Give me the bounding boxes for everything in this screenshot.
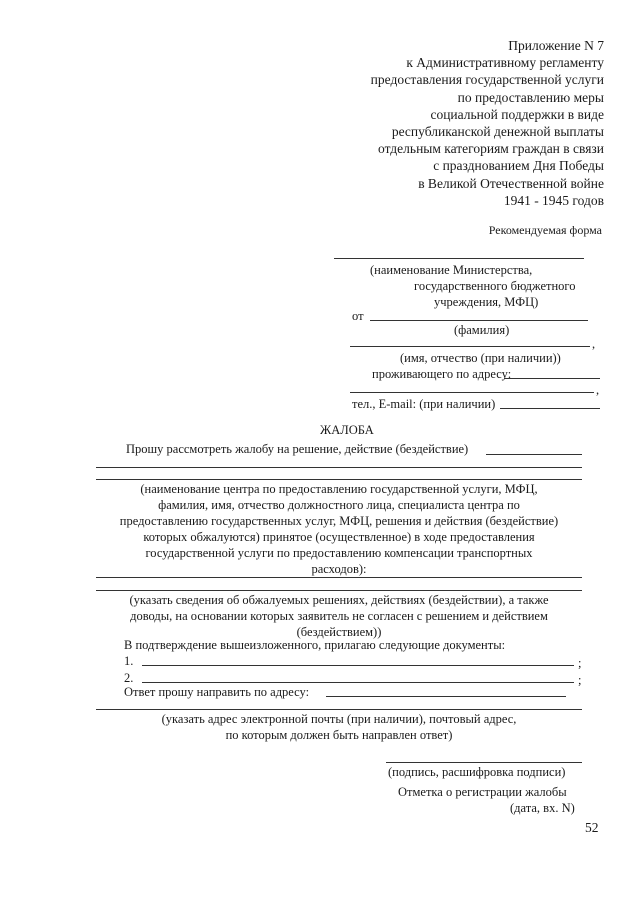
contacts-label: тел., E-mail: (при наличии) bbox=[352, 397, 496, 411]
appendix-line: отдельным категориям граждан в связи bbox=[378, 141, 604, 157]
name-line[interactable] bbox=[350, 346, 590, 347]
page-number: 52 bbox=[585, 820, 599, 835]
details-hint: (указать сведения об обжалуемых решениях, действиях (бездействии), а также доводы, на основании которых заявитель не согласен с решением и действием (бездействием)) bbox=[129, 593, 549, 639]
ministry-hint-1: (наименование Министерства, bbox=[370, 263, 533, 277]
appendix-header bbox=[371, 37, 604, 209]
address-label: проживающего по адресу: bbox=[372, 367, 512, 381]
form-type-label: Рекомендуемая форма bbox=[488, 223, 602, 237]
answer-address-line-2[interactable] bbox=[96, 709, 582, 710]
surname-line[interactable] bbox=[370, 320, 588, 321]
attachment-item-1-number: 1. bbox=[124, 654, 134, 668]
complaint-intro: Прошу рассмотреть жалобу на решение, действие (бездействие) bbox=[126, 442, 469, 456]
appendix-line: республиканской денежной выплаты bbox=[391, 124, 604, 140]
decision-line-2[interactable] bbox=[96, 467, 582, 468]
appendix-line: Приложение N 7 bbox=[508, 38, 604, 53]
decision-line-1[interactable] bbox=[486, 454, 582, 455]
center-hint: (наименование центра по предоставлению государственной услуги, МФЦ, фамилия, имя, отчество должностного лица, специалиста центра по предоставлению государственных услуг, МФЦ, решения и действия (бездействие) которых обжалуются) принятое (осуществленное) в ходе предоставления государственной услуги по предоставлению компенсации транспортных расходов): bbox=[119, 482, 559, 576]
address-line-2[interactable] bbox=[350, 392, 594, 393]
details-line-1[interactable] bbox=[96, 577, 582, 578]
registration-label: Отметка о регистрации жалобы bbox=[398, 785, 567, 799]
from-label: от bbox=[352, 309, 364, 323]
attachment-item-1-line[interactable] bbox=[142, 665, 574, 666]
contacts-line[interactable] bbox=[500, 408, 600, 409]
appendix-line: предоставления государственной услуги bbox=[370, 72, 604, 88]
ministry-hint-3: учреждения, МФЦ) bbox=[434, 295, 539, 309]
appendix-line: в Великой Отечественной войне bbox=[418, 175, 604, 191]
appendix-line: по предоставлению меры bbox=[457, 89, 604, 105]
signature-line[interactable] bbox=[386, 762, 582, 763]
surname-hint: (фамилия) bbox=[454, 323, 510, 337]
ministry-name-line[interactable] bbox=[334, 258, 584, 259]
appendix-line: социальной поддержки в виде bbox=[430, 106, 604, 122]
attachment-item-2-number: 2. bbox=[124, 671, 134, 685]
attachments-intro: В подтверждение вышеизложенного, прилагаю следующие документы: bbox=[124, 638, 506, 652]
appendix-line: с празднованием Дня Победы bbox=[433, 158, 604, 174]
appendix-line: 1941 - 1945 годов bbox=[503, 192, 604, 208]
registration-hint: (дата, вх. N) bbox=[510, 801, 575, 815]
decision-line-3[interactable] bbox=[96, 479, 582, 480]
address-line-1[interactable] bbox=[504, 378, 600, 379]
document-page: Приложение N 7 к Административному регламенту предоставления государственной услуги по предоставлению меры социальной поддержки в виде республиканской денежной выплаты отдельным категориям граждан в связи с празднованием Дня Победы в Великой Отечественной войне 1941 - 1945 годов Рекомендуемая форма (наименование Министерства, государственного бюджетного учреждения, МФЦ) от (фамилия) , (имя, отчество (при наличии)) проживающего по адресу: , тел., E-mail: (при наличии) ЖАЛОБА Прошу рассмотреть жалобу на решение, действие (бездействие) (наименование центра по предоставлению государственной услуги, МФЦ, фамилия, имя, отчество должностного лица, специалиста центра по предоставлению государственных услуг, МФЦ, решения и действия (бездействие) которых обжалуются) принятое (осуществленное) в ходе предоставления государственной услуги по предоставлению компенсации транспортных расходов): (указать сведения об обжалуемых решениях, действиях (бездействии), а также доводы, на основании которых заявитель не согласен с решением и действием (бездействием)) В подтверждение вышеизложенного, прилагаю следующие документы: 1. ; 2. ; Ответ прошу направить по адресу: (указать адрес электронной почты (при наличии), почтовый адрес, по которым должен быть направлен ответ) (подпись, расшифровка подписи) Отметка о регистрации жалобы (дата, вх. N) 52 bbox=[0, 0, 640, 905]
address-hint: (указать адрес электронной почты (при наличии), почтовый адрес, по которым должен быть направлен ответ) bbox=[161, 712, 517, 742]
answer-address-label: Ответ прошу направить по адресу: bbox=[124, 685, 310, 699]
details-line-2[interactable] bbox=[96, 590, 582, 591]
answer-address-line-1[interactable] bbox=[326, 696, 566, 697]
appendix-line: к Административному регламенту bbox=[406, 55, 604, 71]
ministry-hint-2: государственного бюджетного bbox=[414, 279, 576, 293]
name-hint: (имя, отчество (при наличии)) bbox=[400, 351, 561, 365]
signature-hint: (подпись, расшифровка подписи) bbox=[388, 765, 566, 779]
complaint-title: ЖАЛОБА bbox=[320, 423, 374, 437]
attachment-item-2-line[interactable] bbox=[142, 682, 574, 683]
